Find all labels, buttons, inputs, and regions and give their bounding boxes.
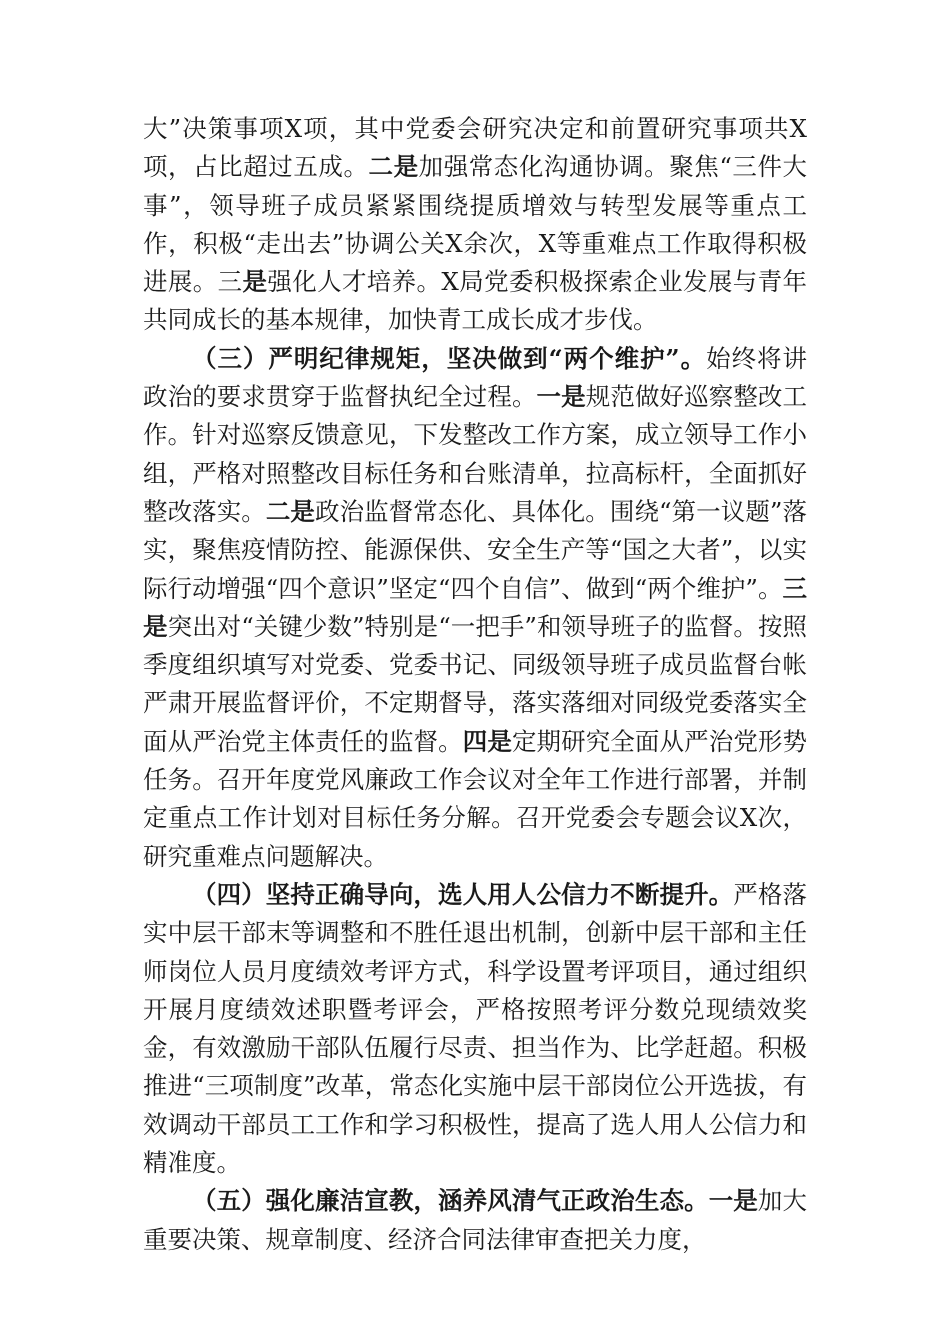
text-run: 严格落实中层干部末等调整和不胜任退出机制，创新中层干部和主任师岗位人员月度绩效考评方式，科学设置考评项目，通过组织开展月度绩效述职暨考评会，严格按照考评分数兑现绩效奖金，有效激励干部队伍履行尽责、担当作为、比学赶超。积极推进“三项制度”改革，常态化实施中层干部岗位公开选拔，有效调动干部员工工作和学习积极性，提高了选人用人公信力和精准度。 [143,879,808,1178]
section-heading: （四）坚持正确导向，选人用人公信力不断提升。 [192,879,734,909]
text-run-bold: 四是 [462,726,512,756]
paragraph-section-4 [143,876,807,1182]
text-run: 定期研究全面从严治党形势任务。召开年度党风廉政工作会议对全年工作进行部署，并制定重点工作计划对目标任务分解。召开党委会专题会议X次，研究重难点问题解决。 [143,726,808,871]
paragraph-decision-items [143,110,807,340]
text-run-bold: 一是 [536,382,586,412]
text-run: 突出对“关键少数”特别是“一把手”和领导班子的监督。按照季度组织填写对党委、党委书记、同级领导班子成员监督台帐严肃开展监督评价，不定期督导，落实落细对同级党委落实全面从严治党主体责任的监督。 [143,611,808,756]
text-run: 规范做好巡察整改工作。针对巡察反馈意见，下发整改工作方案，成立领导工作小组，严格对照整改目标任务和台账清单，拉高标杆，全面抓好整改落实。 [143,382,808,526]
section-heading: （三）严明纪律规矩，坚决做到“两个维护”。 [192,343,707,373]
document-page [143,110,807,1259]
text-run: 加大重要决策、规章制度、经济合同法律审查把关力度， [143,1186,808,1254]
section-heading: （五）强化廉洁宣教，涵养风清气正政治生态。 [192,1186,709,1216]
text-run: 大”决策事项X项，其中党委会研究决定和前置研究事项共X项，占比超过五成。 [143,114,807,182]
paragraph-section-3 [143,340,807,876]
text-run-bold: 三是 [143,573,807,641]
text-run-bold: 一是 [708,1186,758,1216]
text-run: 始终将讲政治的要求贯穿于监督执纪全过程。 [143,343,808,412]
text-run-bold: 是 [242,267,268,297]
paragraph-section-5 [143,1182,807,1259]
text-run: 政治监督常态化、具体化。围绕“第一议题”落实，聚焦疫情防控、能源保供、安全生产等“国之大者”，以实际行动增强“四个意识”坚定“四个自信”、做到“两个维护”。 [143,496,807,603]
text-run-bold: 二是 [265,496,316,526]
text-run: 强化人才培养。X局党委积极探索企业发展与青年共同成长的基本规律，加快青工成长成才步伐。 [143,267,807,335]
text-run: 加强常态化沟通协调。聚焦“三件大事”，领导班子成员紧紧围绕提质增效与转型发展等重点工作，积极“走出去”协调公关X余次，X等重难点工作取得积极进展。三 [143,152,808,297]
text-run-bold: 二是 [368,152,419,182]
